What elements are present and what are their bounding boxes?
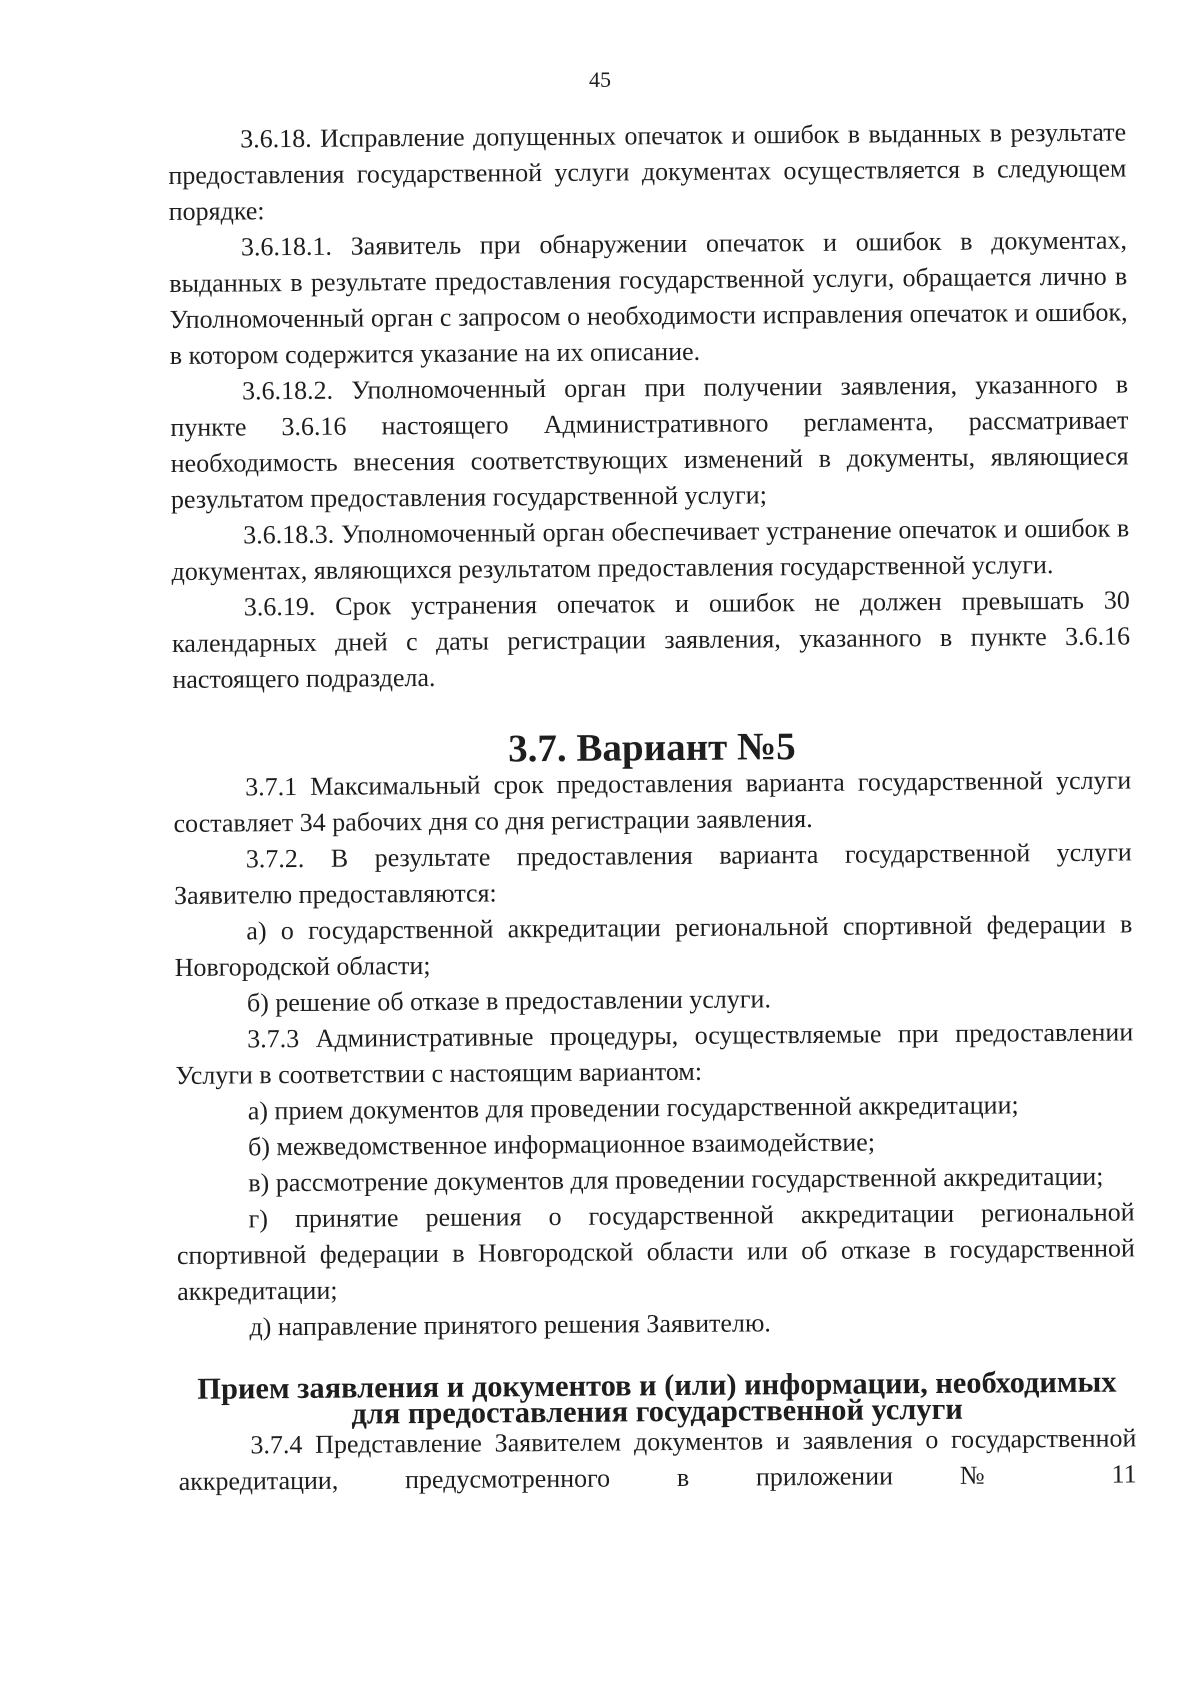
procedure-item-d: д) направление принятого решения Заявителю. — [249, 1308, 771, 1342]
procedure-item-a: а) прием документов для проведении государственной аккредитации; — [247, 1090, 1019, 1126]
paragraph-3-7-2: 3.7.2. В результате предоставления варианта государственной услуги Заявителю предоставляются: — [173, 837, 1132, 910]
paragraph-3-6-19: 3.6.19. Срок устранения опечаток и ошибок не должен превышать 30 календарных дней с даты регистрации заявления, указанного в пункте 3.6.16 настоящего подраздела. — [171, 585, 1131, 694]
subsection-heading: Прием заявления и документов и (или) информации, необходимых для предоставления государственной услуги — [197, 1364, 1117, 1431]
paragraph-3-6-18: 3.6.18. Исправление допущенных опечаток и ошибок в выданных в результате предоставления государственной услуги документах осуществляется в следующем порядке: — [168, 117, 1127, 226]
paragraph-3-6-18-1: 3.6.18.1. Заявитель при обнаружении опечаток и ошибок в документах, выданных в результате предоставления государственной услуги, обращается лично в Уполномоченный орган с запросом о необходимости исправления опечаток и ошибок, в котором содержится указание на их описание. — [169, 225, 1128, 370]
procedure-item-g: г) принятие решения о государственной аккредитации региональной спортивной федерации в Новгородской области или об отказе в государственной аккредитации; — [176, 1197, 1135, 1306]
result-item-b: б) решение об отказе в предоставлении услуги. — [246, 984, 772, 1018]
section-heading-3-7: 3.7. Вариант №5 — [508, 725, 796, 771]
page-number: 45 — [589, 67, 611, 92]
procedure-item-b: б) межведомственное информационное взаимодействие; — [247, 1127, 876, 1162]
paragraph-3-7-4: 3.7.4 Представление Заявителем документов и заявления о государственной аккредитации, предусмотренного в приложении № 11 — [178, 1423, 1137, 1496]
procedure-item-v: в) рассмотрение документов для проведении государственной аккредитации; — [248, 1161, 1104, 1198]
document-body — [168, 114, 1137, 1499]
paragraph-3-6-18-2: 3.6.18.2. Уполномоченный орган при получении заявления, указанного в пункте 3.6.16 настоящего Административного регламента, рассматривает необходимость внесения соответствующих изменений в документы, являющиеся результатом предоставления государственной услуги; — [170, 369, 1129, 514]
paragraph-3-6-18-3: 3.6.18.3. Уполномоченный орган обеспечивает устранение опечаток и ошибок в документах, являющихся результатом предоставления государственной услуги. — [171, 513, 1130, 586]
result-item-a: а) о государственной аккредитации региональной спортивной федерации в Новгородской области; — [174, 909, 1133, 982]
paragraph-3-7-3: 3.7.3 Административные процедуры, осуществляемые при предоставлении Услуги в соответствии с настоящим вариантом: — [175, 1017, 1134, 1090]
paragraph-3-7-1: 3.7.1 Максимальный срок предоставления варианта государственной услуги составляет 34 рабочих дня со дня регистрации заявления. — [173, 765, 1132, 838]
